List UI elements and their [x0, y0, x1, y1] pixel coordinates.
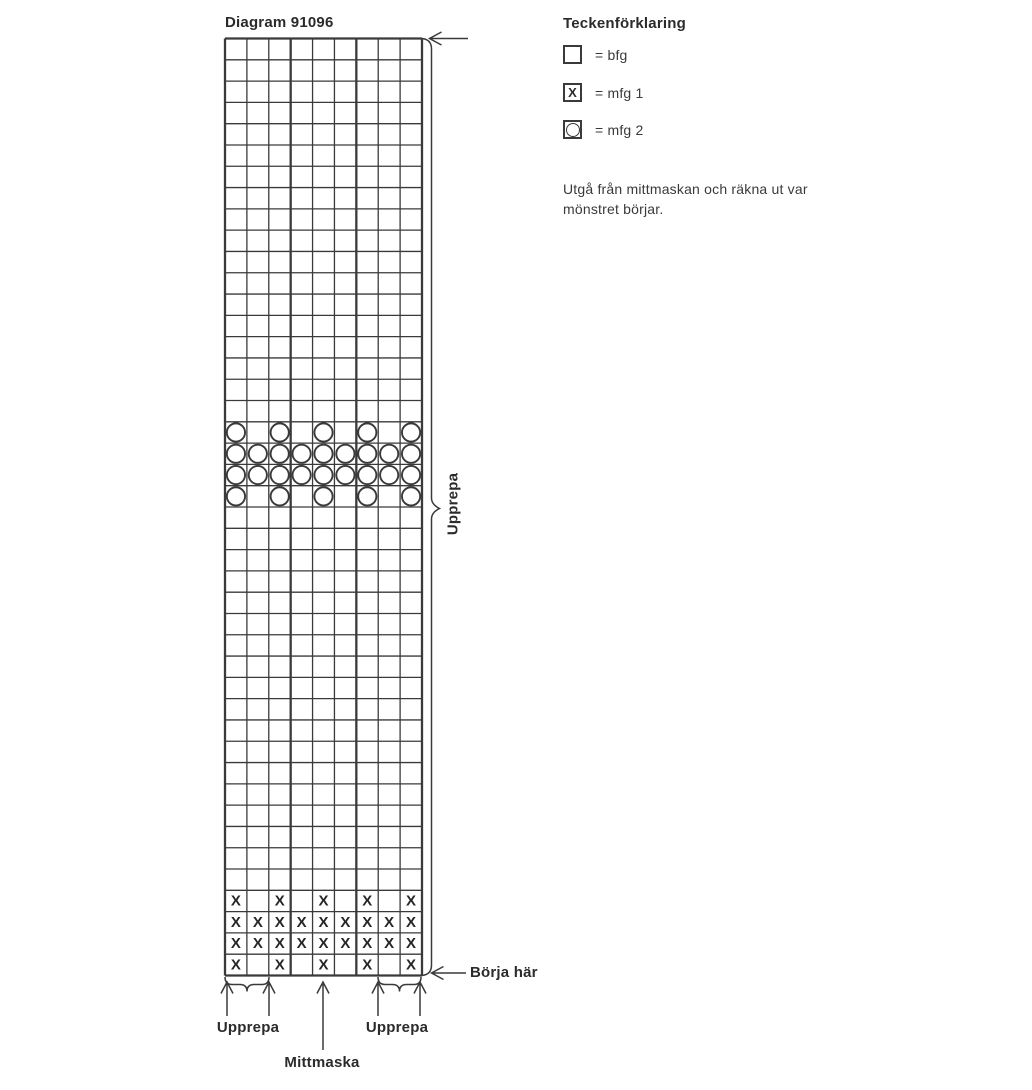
mfg1-x-symbol: X [318, 913, 329, 931]
legend-item-label: = mfg 1 [595, 84, 644, 101]
mfg2-circle-symbol [227, 487, 245, 505]
note-line-1: Utgå från mittmaskan och räkna ut var [563, 181, 808, 197]
mfg2-circle-symbol [293, 466, 311, 484]
mfg2-circle-symbol [380, 466, 398, 484]
middle-stitch-arrow-icon [317, 982, 329, 1050]
repeat-side-brace [422, 39, 440, 976]
mfg1-x-symbol: X [362, 892, 373, 910]
mfg2-circle-symbol [271, 466, 289, 484]
mfg2-circle-symbol [336, 445, 354, 463]
start-here-label: Börja här [470, 964, 538, 981]
circle-square-icon [563, 120, 582, 139]
mfg2-circle-symbol [402, 466, 420, 484]
mfg1-x-symbol: X [362, 913, 373, 931]
repeat-right-start-arrow-icon [372, 982, 384, 1016]
repeat-right-label: Upprepa [365, 1019, 429, 1036]
middle-stitch-label: Mittmaska [284, 1054, 360, 1071]
repeat-left-start-arrow-icon [221, 982, 233, 1016]
mfg2-circle-symbol [358, 487, 376, 505]
empty-square-icon [563, 45, 582, 64]
mfg1-x-symbol: X [318, 935, 329, 953]
mfg2-circle-symbol [358, 423, 376, 441]
legend-item-label: = mfg 2 [595, 121, 644, 138]
repeat-left-label: Upprepa [216, 1019, 280, 1036]
mfg1-x-symbol: X [318, 892, 329, 910]
legend-item-mfg2 [563, 120, 643, 139]
mfg2-circle-symbol [358, 466, 376, 484]
repeat-right-end-arrow-icon [414, 982, 426, 1016]
mfg2-circle-symbol [314, 466, 332, 484]
mfg1-x-symbol: X [296, 913, 307, 931]
mfg1-x-symbol: X [252, 913, 263, 931]
mfg2-circle-symbol [271, 445, 289, 463]
mfg1-x-symbol: X [384, 935, 395, 953]
chart-grid [225, 39, 422, 976]
legend-heading: Teckenförklaring [563, 15, 686, 32]
mfg1-x-symbol: X [230, 913, 241, 931]
x-glyph: X [568, 85, 577, 100]
note-line-2: mönstret börjar. [563, 201, 664, 217]
mfg1-x-symbol: X [230, 892, 241, 910]
legend-item-bfg [563, 45, 628, 64]
mfg2-circle-symbol [249, 445, 267, 463]
mfg2-circle-symbol [358, 445, 376, 463]
mfg1-x-symbol: X [406, 913, 417, 931]
mfg2-circle-symbol [271, 487, 289, 505]
mfg2-circle-symbol [293, 445, 311, 463]
mfg1-x-symbol: X [252, 935, 263, 953]
legend-item-label: = bfg [595, 46, 628, 63]
mfg1-x-symbol: X [406, 892, 417, 910]
mfg2-circle-symbol [249, 466, 267, 484]
mfg1-x-symbol: X [340, 913, 351, 931]
repeat-left-end-arrow-icon [263, 982, 275, 1016]
mfg1-x-symbol: X [230, 956, 241, 974]
repeat-right-brace [378, 977, 421, 992]
mfg2-circle-symbol [314, 487, 332, 505]
mfg2-circle-symbol [380, 445, 398, 463]
legend-item-mfg1 [563, 83, 643, 102]
start-here-arrow-icon [432, 967, 467, 980]
mfg1-x-symbol: X [340, 935, 351, 953]
mfg2-circle-symbol [402, 445, 420, 463]
mfg1-x-symbol: X [318, 956, 329, 974]
mfg2-circle-symbol [227, 423, 245, 441]
mfg1-x-symbol: X [362, 935, 373, 953]
mfg2-circle-symbol [227, 445, 245, 463]
mfg1-x-symbol: X [362, 956, 373, 974]
mfg1-x-symbol: X [230, 935, 241, 953]
mfg2-circle-symbol [402, 423, 420, 441]
mfg2-circle-symbol [314, 423, 332, 441]
diagram-title: Diagram 91096 [225, 14, 334, 31]
mfg2-circle-symbol [227, 466, 245, 484]
mfg1-x-symbol: X [296, 935, 307, 953]
mfg1-x-symbol: X [384, 913, 395, 931]
repeat-side-label: Upprepa [444, 472, 462, 536]
top-right-arrow-icon [430, 32, 469, 45]
mfg2-circle-symbol [336, 466, 354, 484]
mfg2-circle-symbol [314, 445, 332, 463]
mfg1-x-symbol: X [406, 935, 417, 953]
mfg1-x-symbol: X [274, 935, 285, 953]
mfg1-x-symbol: X [406, 956, 417, 974]
mfg2-circle-symbol [271, 423, 289, 441]
mfg1-x-symbol: X [274, 956, 285, 974]
circle-glyph [566, 123, 580, 137]
mfg1-x-symbol: X [274, 913, 285, 931]
instruction-note [563, 179, 808, 219]
x-square-icon [563, 83, 582, 102]
mfg1-x-symbol: X [274, 892, 285, 910]
mfg2-circle-symbol [402, 487, 420, 505]
